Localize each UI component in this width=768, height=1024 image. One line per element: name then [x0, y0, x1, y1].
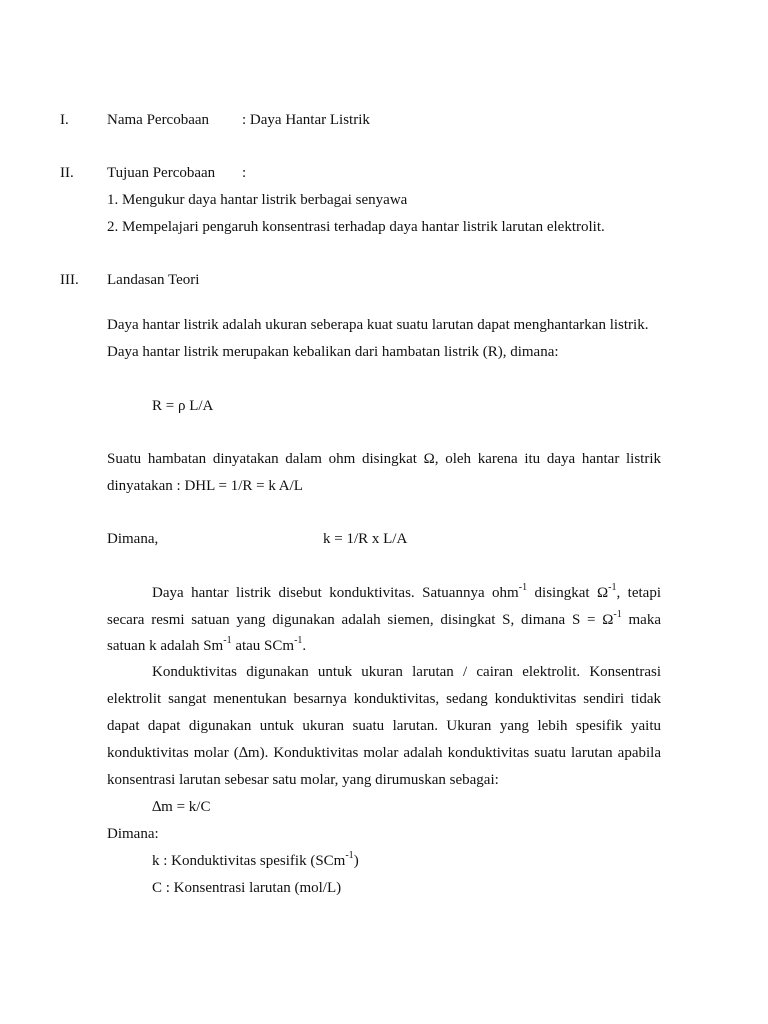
equation-conductivity: k = 1/R x L/A — [323, 531, 408, 547]
section-2-label: Tujuan Percobaan — [107, 165, 216, 181]
paragraph-3-line-1: Daya hantar listrik disebut konduktivitas. Satuannya ohm$^{-1}$ disingkat $\Omega^{-1}$, tetapi — [152, 582, 661, 601]
paragraph-3-line-3: satuan k adalah $Sm^{-1}$ atau SCm$^{-1}$. — [107, 635, 307, 654]
paragraph-4-line-2: elektrolit sangat menentukan besarnya konduktivitas, sedang konduktivitas sendiri tidak — [107, 691, 661, 707]
paragraph-2-line-1: Suatu hambatan dinyatakan dalam ohm disingkat Ω, oleh karena itu daya hantar listrik — [107, 451, 661, 467]
section-2-number: II. — [60, 165, 74, 181]
paragraph-4-line-5: konsentrasi larutan sebesar satu molar, yang dirumuskan sebagai: — [107, 772, 499, 788]
dimana-label-2: Dimana: — [107, 826, 159, 842]
section-2-colon: : — [242, 165, 247, 181]
paragraph-2-line-2: dinyatakan : DHL = 1/R = k A/L — [107, 478, 303, 494]
section-3-number: III. — [60, 272, 79, 288]
section-1-value: : Daya Hantar Listrik — [242, 112, 370, 128]
paragraph-1-line-1: Daya hantar listrik adalah ukuran seberapa kuat suatu larutan dapat menghantarkan listrik. — [107, 317, 649, 333]
section-1-number: I. — [60, 112, 69, 128]
equation-resistance: R = ρ L/A — [152, 398, 214, 414]
paragraph-4-line-3: dapat dapat digunakan untuk ukuran suatu larutan. Ukuran yang lebih spesifik yaitu — [107, 718, 661, 734]
section-3-label: Landasan Teori — [107, 272, 200, 288]
dimana-label-1: Dimana, — [107, 531, 159, 547]
definition-c: C : Konsentrasi larutan (mol/L) — [152, 880, 342, 896]
paragraph-4-line-1: Konduktivitas digunakan untuk ukuran larutan / cairan elektrolit. Konsentrasi — [152, 664, 661, 680]
section-1-label: Nama Percobaan — [107, 112, 210, 128]
paragraph-4-line-4: konduktivitas molar (∆m). Konduktivitas molar adalah konduktivitas suatu larutan apabila — [107, 745, 661, 761]
equation-molar-conductivity: ∆m = k/C — [152, 799, 211, 815]
objective-item-1: 1. Mengukur daya hantar listrik berbagai senyawa — [107, 192, 408, 208]
objective-item-2: 2. Mempelajari pengaruh konsentrasi terhadap daya hantar listrik larutan elektrolit. — [107, 219, 605, 235]
definition-k: k : Konduktivitas spesifik (SCm$^{-1}$) — [152, 850, 359, 869]
paragraph-1-line-2: Daya hantar listrik merupakan kebalikan dari hambatan listrik (R), dimana: — [107, 344, 559, 360]
paragraph-3-line-2: secara resmi satuan yang digunakan adalah siemen, disingkat S, dimana $S = \Omega^{-1}$ maka — [107, 609, 661, 628]
